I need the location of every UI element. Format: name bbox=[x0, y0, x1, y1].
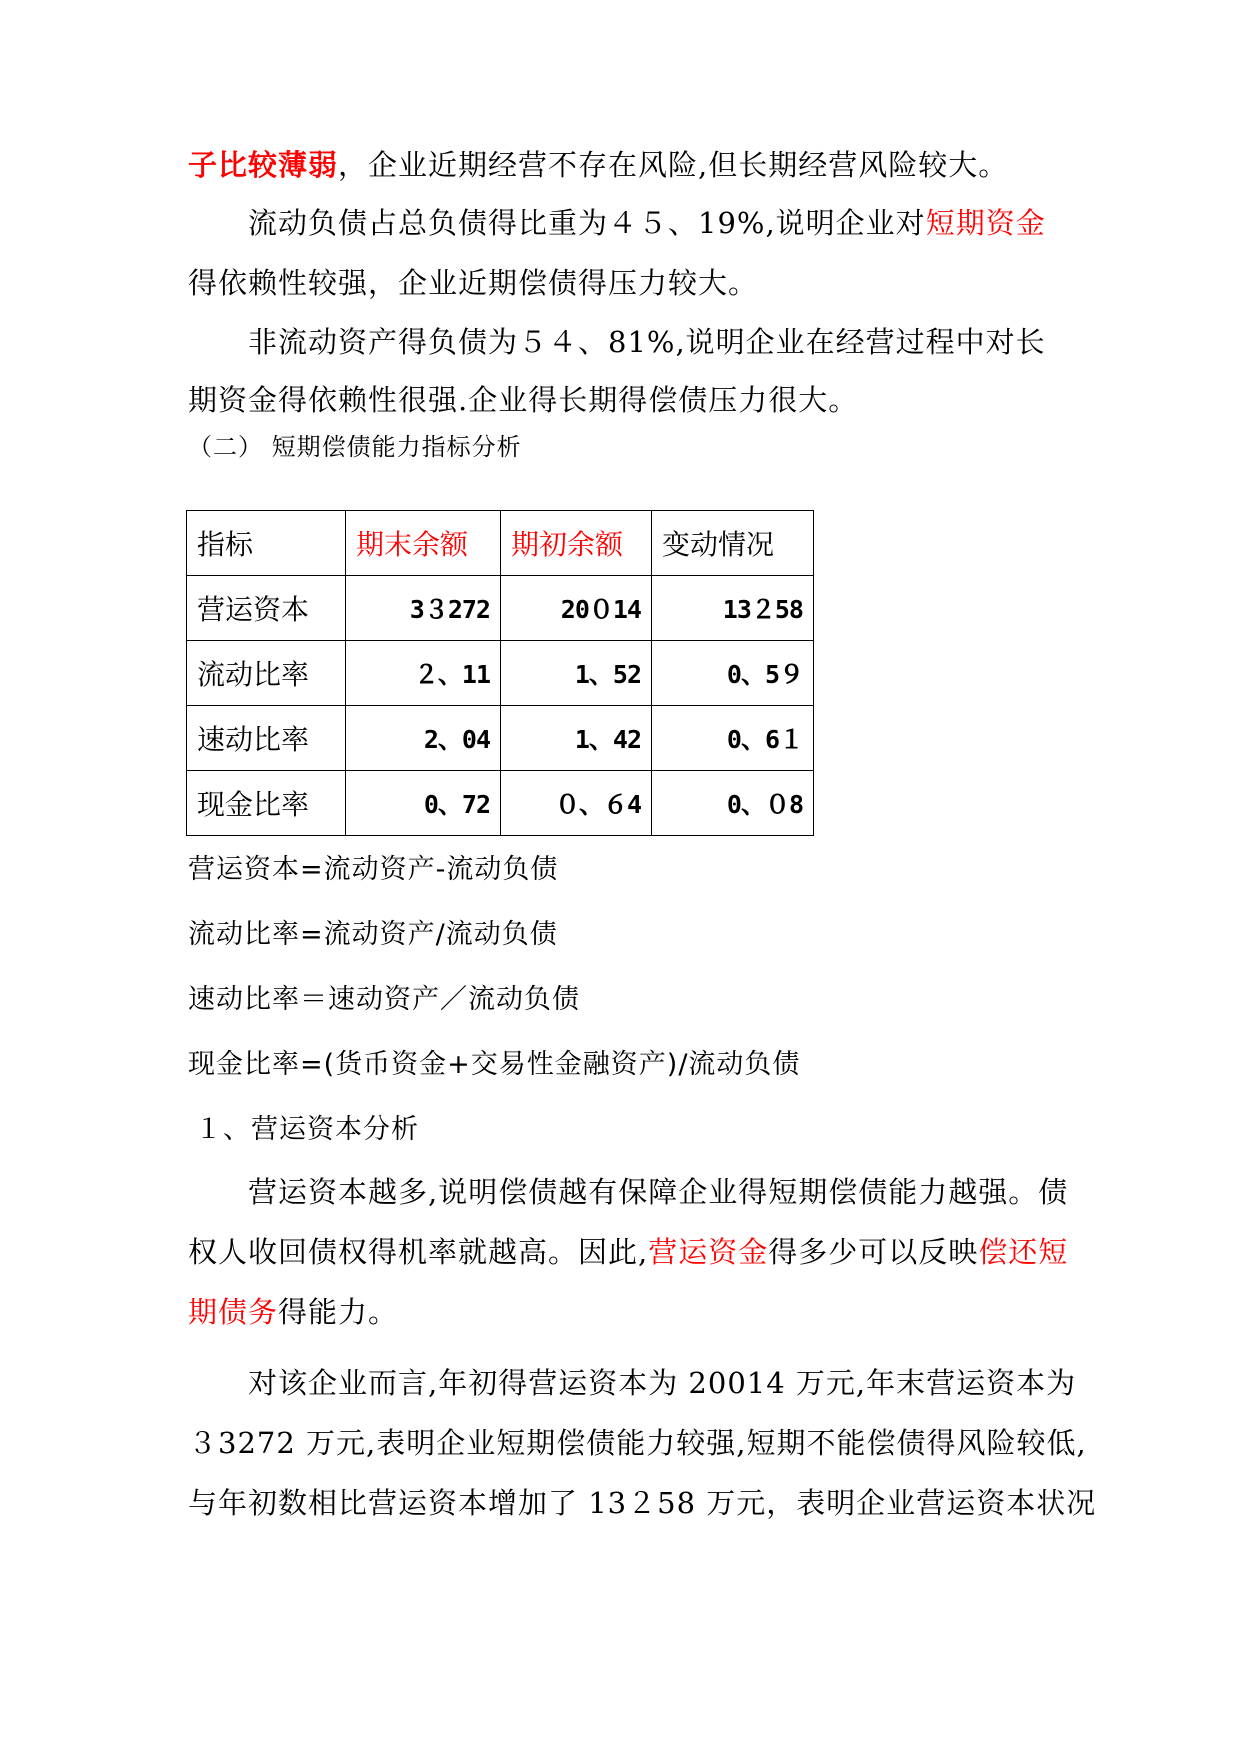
table-cell: 速动比率 bbox=[187, 706, 346, 771]
body-text: 得能力。 bbox=[278, 1295, 399, 1329]
paragraph-line bbox=[188, 380, 1058, 420]
subsection-title: １、营运资本分析 bbox=[195, 1114, 419, 1145]
highlight-text: 期债务 bbox=[188, 1295, 279, 1329]
body-text: 非流动资产得负债为５４、81%,说明企业在经营过程中对长 bbox=[248, 325, 1046, 359]
section-title: （二） 短期偿债能力指标分析 bbox=[188, 433, 522, 461]
paragraph-line bbox=[188, 1483, 1097, 1523]
highlight-text: 偿还短 bbox=[978, 1235, 1069, 1269]
body-text: 得多少可以反映 bbox=[768, 1235, 979, 1269]
table-cell: 2、04 bbox=[346, 706, 501, 771]
body-text: ，企业近期经营不存在风险,但长期经营风险较大。 bbox=[338, 148, 1009, 182]
paragraph-line bbox=[188, 1292, 1058, 1332]
table-row bbox=[187, 576, 814, 641]
highlight-text: 营运资金 bbox=[648, 1235, 769, 1269]
paragraph-line bbox=[188, 1363, 1077, 1403]
table-cell: 现金比率 bbox=[187, 771, 346, 836]
paragraph-line bbox=[188, 203, 1058, 243]
body-text: 与年初数相比营运资本增加了 13２58 万元，表明企业营运资本状况 bbox=[188, 1486, 1097, 1520]
table-cell: 13２58 bbox=[652, 576, 814, 641]
table-cell: ２、11 bbox=[346, 641, 501, 706]
table-cell: 0、０8 bbox=[652, 771, 814, 836]
paragraph-line bbox=[188, 1423, 1087, 1463]
ratio-table bbox=[186, 510, 814, 836]
table-cell: 0、72 bbox=[346, 771, 501, 836]
body-text: 流动负债占总负债得比重为４５、19%,说明企业对 bbox=[248, 206, 926, 240]
paragraph-line bbox=[188, 145, 1058, 185]
formula-line: 流动比率=流动资产/流动负债 bbox=[188, 919, 558, 950]
table-cell: ０、６4 bbox=[501, 771, 652, 836]
table-cell: 0、5９ bbox=[652, 641, 814, 706]
table-cell: 3３272 bbox=[346, 576, 501, 641]
highlight-text: 子比较薄弱 bbox=[188, 148, 339, 182]
table-row bbox=[187, 706, 814, 771]
table-header-cell: 期初余额 bbox=[501, 511, 652, 576]
table-header-cell: 指标 bbox=[187, 511, 346, 576]
paragraph-line bbox=[188, 263, 1058, 303]
table-cell: 1、52 bbox=[501, 641, 652, 706]
table-cell: 营运资本 bbox=[187, 576, 346, 641]
table-row bbox=[187, 641, 814, 706]
paragraph-line bbox=[188, 1172, 1069, 1212]
body-text: ３3272 万元,表明企业短期偿债能力较强,短期不能偿债得风险较低, bbox=[188, 1426, 1087, 1460]
highlight-text: 短期资金 bbox=[925, 206, 1046, 240]
body-text: 得依赖性较强，企业近期偿债得压力较大。 bbox=[188, 266, 759, 300]
table-cell: 1、42 bbox=[501, 706, 652, 771]
table-header-row bbox=[187, 511, 814, 576]
body-text: 营运资本越多,说明偿债越有保障企业得短期偿债能力越强。债 bbox=[248, 1175, 1069, 1209]
table-cell: 20０14 bbox=[501, 576, 652, 641]
formula-line: 现金比率=(货币资金+交易性金融资产)/流动负债 bbox=[188, 1049, 801, 1080]
formula-line: 营运资本=流动资产-流动负债 bbox=[188, 854, 559, 885]
table-cell: 流动比率 bbox=[187, 641, 346, 706]
body-text: 对该企业而言,年初得营运资本为 20014 万元,年末营运资本为 bbox=[248, 1366, 1077, 1400]
table-cell: 0、6１ bbox=[652, 706, 814, 771]
table-row bbox=[187, 771, 814, 836]
paragraph-line bbox=[188, 322, 1058, 362]
paragraph-line bbox=[188, 1232, 1069, 1272]
body-text: 权人收回债权得机率就越高。因此, bbox=[188, 1235, 649, 1269]
table-header-cell: 变动情况 bbox=[652, 511, 814, 576]
body-text: 期资金得依赖性很强.企业得长期得偿债压力很大。 bbox=[188, 383, 859, 417]
table-header-cell: 期末余额 bbox=[346, 511, 501, 576]
formula-line: 速动比率＝速动资产／流动负债 bbox=[188, 984, 580, 1015]
